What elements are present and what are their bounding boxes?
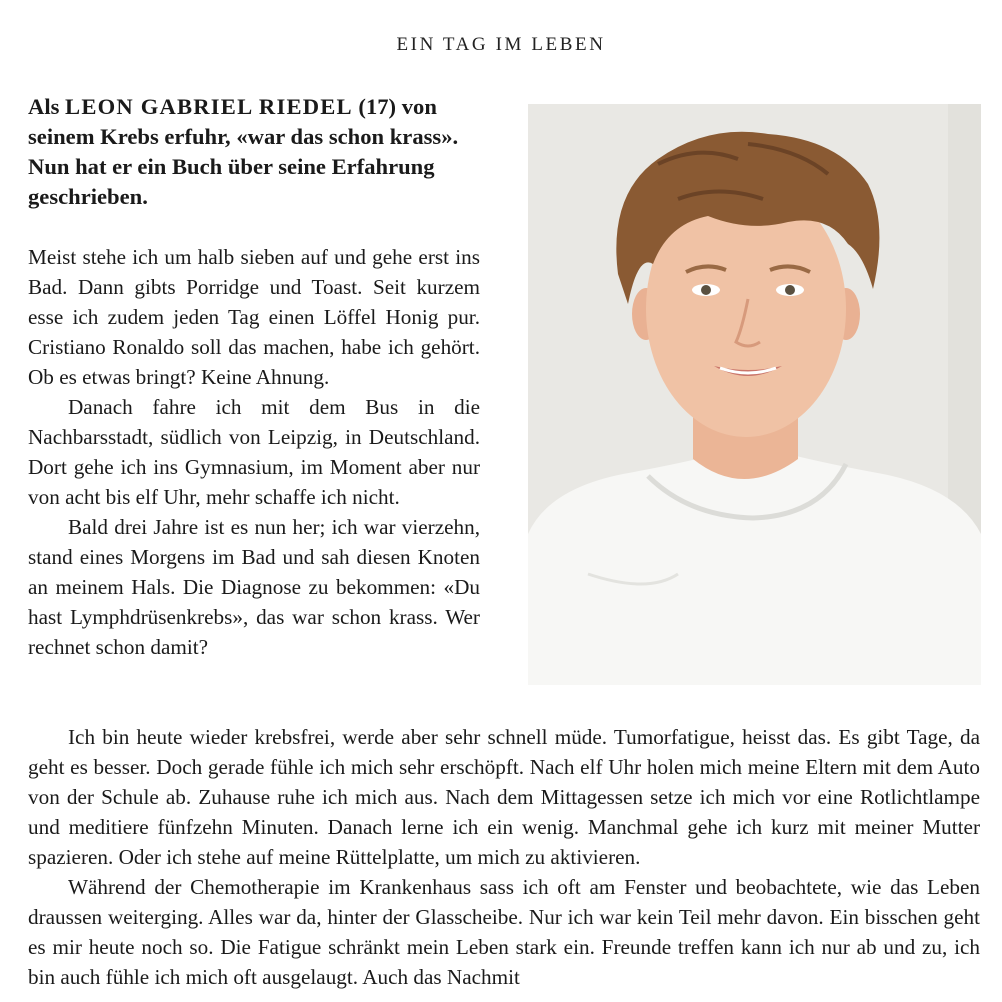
lead-person-name: LEON GABRIEL RIEDEL (65, 94, 353, 119)
paragraph-4: Ich bin heute wieder krebsfrei, werde aber sehr schnell müde. Tumorfatigue, heisst das. Es gibt Tage, da geht es besser. Doch gerade fühle ich mich sehr erschöpft. Nach elf Uhr holen mich meine Eltern mit dem Auto von der Schule ab. Zuhause ruhe ich mich aus. Nach dem Mittagessen setze ich mich vor eine Rotlichtlampe und meditiere fünfzehn Minuten. Danach lerne ich ein wenig. Manchmal gehe ich kurz mit meiner Mutter spazieren. Oder ich stehe auf meine Rüttelplatte, um mich zu aktivieren. (28, 725, 980, 869)
lead-text: (17) von seinem Krebs erfuhr, «war das schon krass». Nun hat er ein Buch über seine Erfahrung geschrieben. (28, 94, 459, 209)
paragraph-5: Während der Chemotherapie im Krankenhaus sass ich oft am Fenster und beobachtete, wie das Leben draussen weiterging. Alles war da, hinter der Glasscheibe. Nur ich war kein Teil mehr davon. Ein bisschen geht es mir heute noch so. Die Fatigue schränkt mein Leben stark ein. Freunde treffen kann ich nur ab und zu, ich bin auch fühle ich mich oft ausgelaugt. Auch das Nachmit (28, 875, 980, 989)
left-eye (701, 285, 711, 295)
right-eye (785, 285, 795, 295)
section-kicker: EIN TAG IM LEBEN (396, 34, 606, 55)
shirt (528, 454, 981, 685)
paragraph-2: Danach fahre ich mit dem Bus in die Nachbarsstadt, südlich von Leipzig, in Deutschland. Dort gehe ich ins Gymnasium, im Moment aber nur von acht bis elf Uhr, mehr schaffe ich nicht. (28, 395, 480, 509)
portrait-photo (528, 104, 981, 685)
paragraph-3: Bald drei Jahre ist es nun her; ich war vierzehn, stand eines Morgens im Bad und sah diesen Knoten an meinem Hals. Die Diagnose zu bekommen: «Du hast Lymphdrüsenkrebs», das war schon krass. Wer rechnet schon damit? (28, 515, 480, 659)
article-lead (28, 92, 483, 212)
article-full-width (28, 722, 980, 992)
article-column (28, 242, 480, 662)
lead-prefix: Als (28, 94, 66, 119)
paragraph-1: Meist stehe ich um halb sieben auf und gehe erst ins Bad. Dann gibts Porridge und Toast. Seit kurzem esse ich zudem jeden Tag einen Löffel Honig pur. Cristiano Ronaldo soll das machen, habe ich gehört. Ob es etwas bringt? Keine Ahnung. (28, 245, 480, 389)
portrait-illustration (528, 104, 981, 685)
